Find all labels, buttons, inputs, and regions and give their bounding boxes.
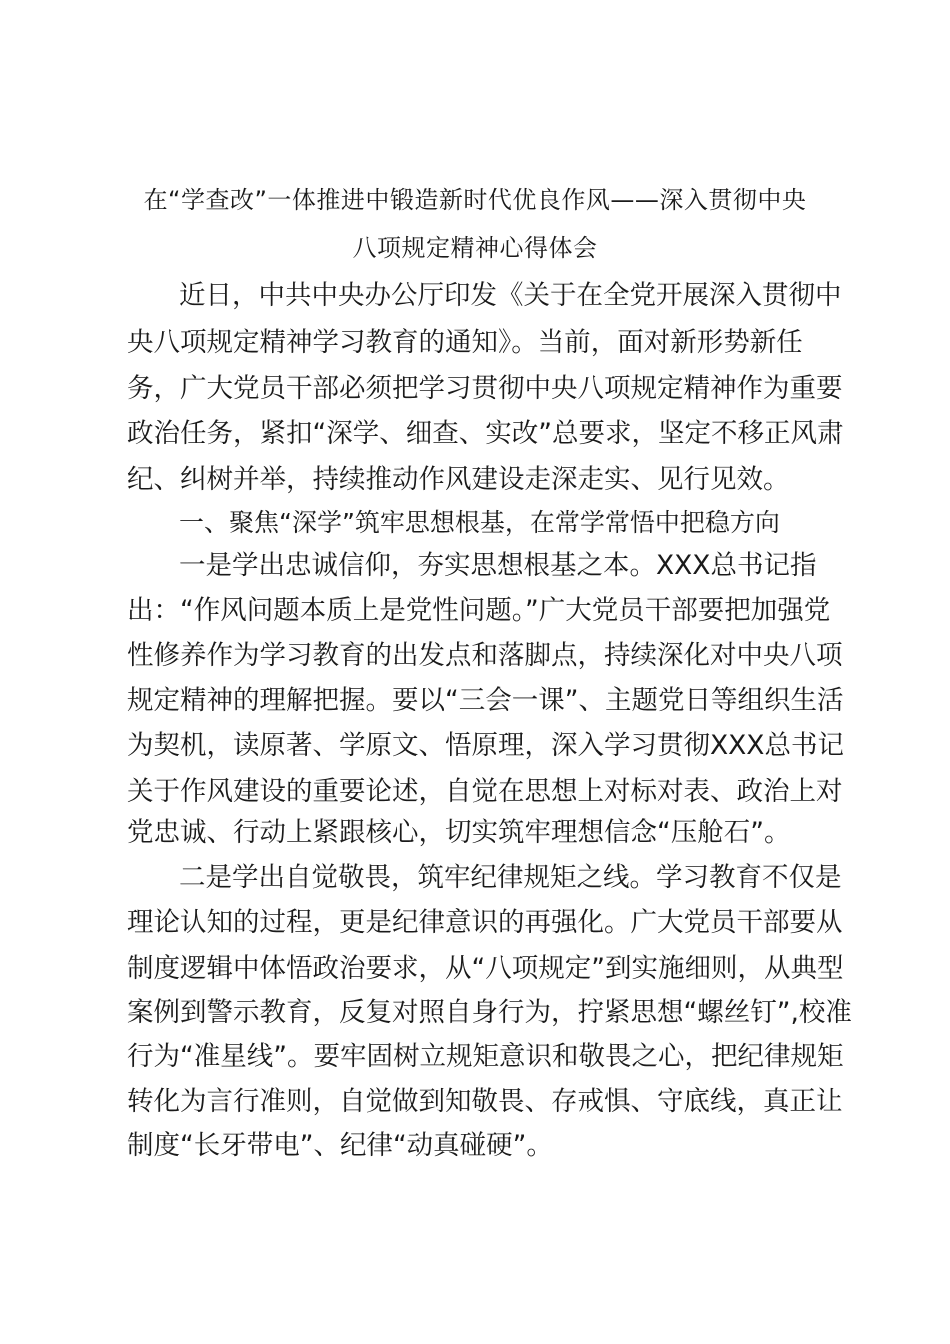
para1-line-5: 为契机，读原著、学原文、悟原理，深入学习贯彻XXX总书记 [127,730,844,761]
intro-line-2: 央八项规定精神学习教育的通知》。当前，面对新形势新任 [127,327,803,358]
para2-line-4: 案例到警示教育，反复对照自身行为，拧紧思想“螺丝钉”,校准 [127,997,852,1028]
intro-line-1: 近日，中共中央办公厅印发《关于在全党开展深入贯彻中 [179,280,842,311]
para2-line-3: 制度逻辑中体悟政治要求，从“八项规定”到实施细则，从典型 [127,953,844,984]
para2-line-6: 转化为言行准则，自觉做到知敬畏、存戒惧、守底线，真正让 [127,1086,843,1117]
document-title-line-1: 在“学查改”一体推进中锻造新时代优良作风——深入贯彻中央 [143,186,807,214]
para1-line-6: 关于作风建设的重要论述，自觉在思想上对标对表、政治上对 [127,776,843,807]
para2-line-7: 制度“长牙带电”、纪律“动真碰硬”。 [127,1130,553,1161]
para2-line-1: 二是学出自觉敬畏，筑牢纪律规矩之线。学习教育不仅是 [179,862,842,893]
para1-line-2: 出：“作风问题本质上是党性问题。”广大党员干部要把加强党 [127,595,831,626]
para1-line-1: 一是学出忠诚信仰，夯实思想根基之本。XXX总书记指 [179,550,817,581]
para1-line-7: 党忠诚、行动上紧跟核心，切实筑牢理想信念“压舱石”。 [127,817,791,848]
section-heading: 一、聚焦“深学”筑牢思想根基，在常学常悟中把稳方向 [179,508,780,537]
para1-line-4: 规定精神的理解把握。要以“三会一课”、主题党日等组织生活 [127,685,844,716]
document-title-line-2: 八项规定精神心得体会 [352,234,598,262]
intro-line-5: 纪、纠树并举，持续推动作风建设走深走实、见行见效。 [127,464,790,495]
para2-line-2: 理论认知的过程，更是纪律意识的再强化。广大党员干部要从 [127,907,843,938]
para1-line-3: 性修养作为学习教育的出发点和落脚点，持续深化对中央八项 [127,640,843,671]
intro-line-4: 政治任务，紧扣“深学、细查、实改”总要求，坚定不移正风肃 [127,418,844,449]
para2-line-5: 行为“准星线”。要牢固树立规矩意识和敬畏之心，把纪律规矩 [127,1041,844,1072]
intro-line-3: 务，广大党员干部必须把学习贯彻中央八项规定精神作为重要 [127,373,843,404]
